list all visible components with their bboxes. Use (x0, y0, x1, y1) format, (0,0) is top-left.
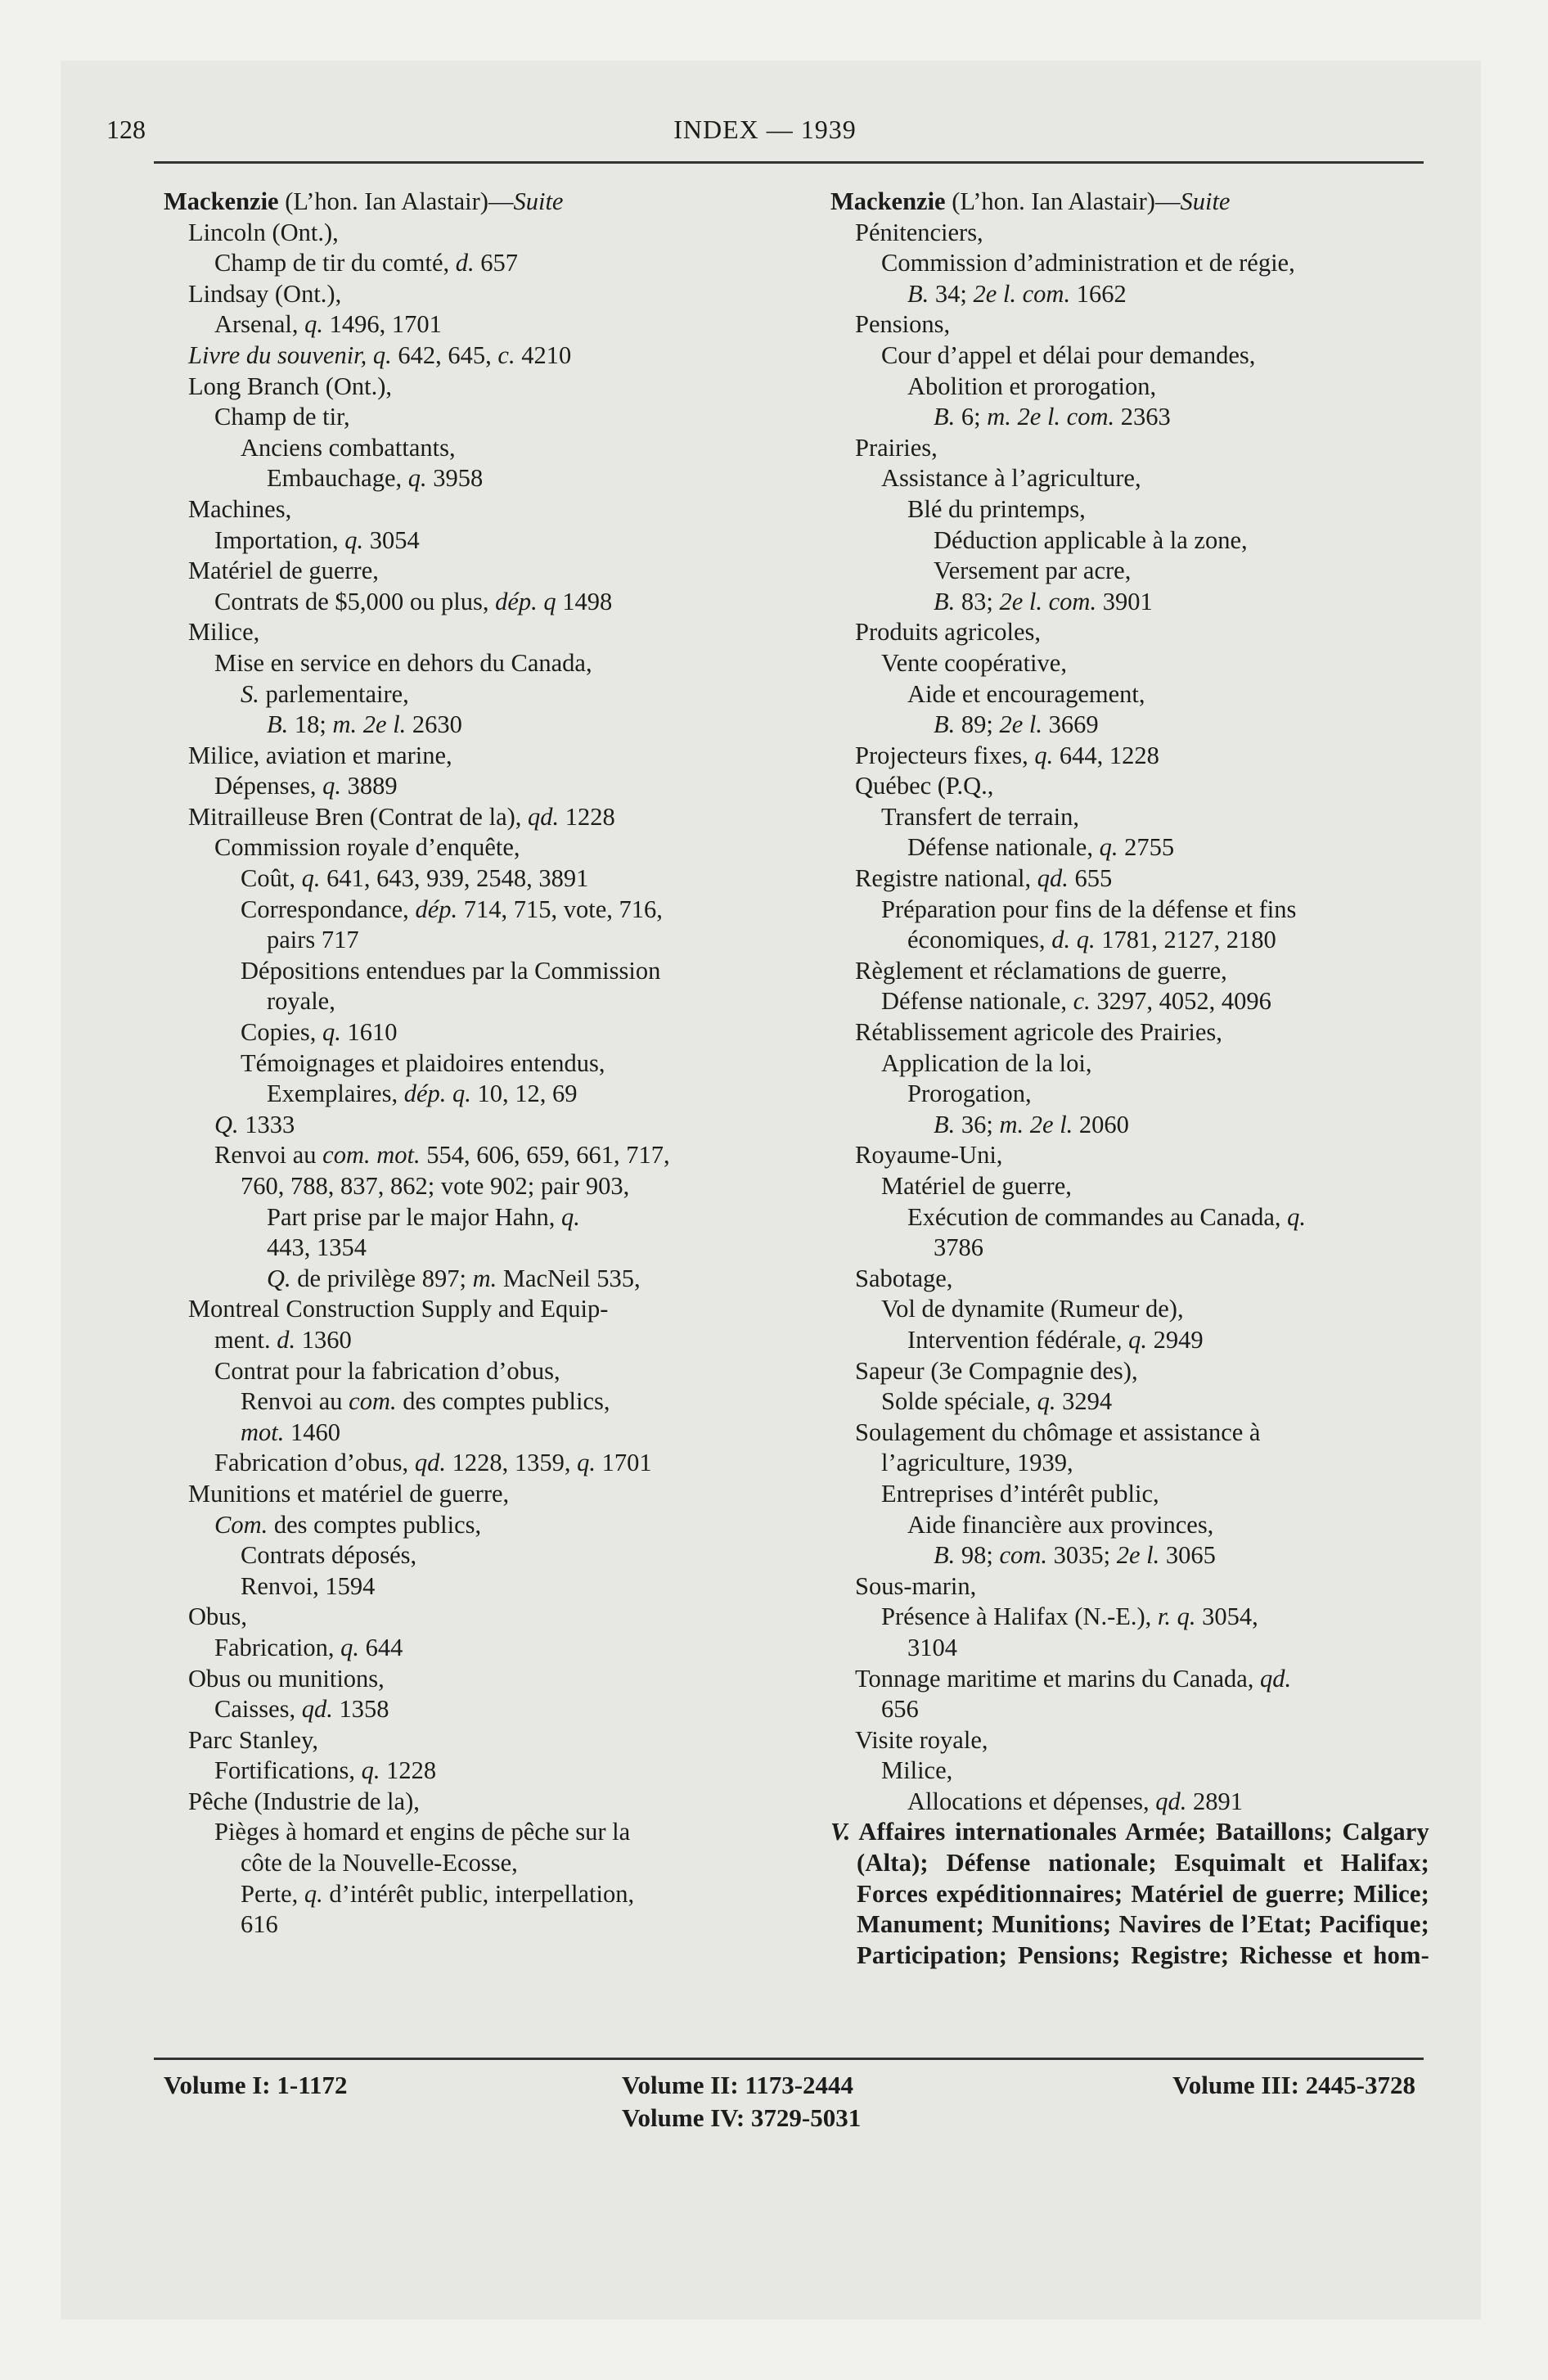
volume-footer (164, 2071, 1424, 2169)
index-entry: Montreal Construction Supply and Equip- (188, 1295, 609, 1323)
index-entry: Allocations et dépenses, qd. 2891 (907, 1787, 1243, 1815)
index-entry: Application de la loi, (881, 1048, 1092, 1077)
index-entry: économiques, d. q. 1781, 2127, 2180 (907, 926, 1276, 954)
index-entry: Présence à Halifax (N.-E.), r. q. 3054, (881, 1602, 1258, 1631)
index-entry: Rétablissement agricole des Prairies, (855, 1018, 1222, 1047)
index-entry: Défense nationale, c. 3297, 4052, 4096 (881, 987, 1271, 1016)
index-entry: Exécution de commandes au Canada, q. (907, 1202, 1306, 1231)
index-entry: Pêche (Industrie de la), (188, 1787, 420, 1815)
index-entry: Blé du printemps, (907, 494, 1086, 523)
index-entry: S. parlementaire, (241, 679, 409, 708)
index-entry: Registre national, qd. 655 (855, 864, 1113, 893)
index-entry: Assistance à l’agriculture, (881, 464, 1141, 493)
index-entry: Solde spéciale, q. 3294 (881, 1387, 1113, 1416)
index-entry: Prairies, (855, 433, 938, 462)
index-entry: Projecteurs fixes, q. 644, 1228 (855, 741, 1159, 769)
index-entry: Anciens combattants, (241, 433, 456, 462)
index-entry: Champ de tir du comté, d. 657 (214, 249, 519, 277)
index-entry: Correspondance, dép. 714, 715, vote, 716, (241, 895, 663, 923)
volume-range-2: Volume II: 1173-2444 (622, 2071, 854, 2099)
index-entry: Obus, (188, 1602, 248, 1631)
index-entry: Entreprises d’intérêt public, (881, 1479, 1159, 1508)
index-entry: 3786 (934, 1233, 983, 1262)
index-entry: Machines, (188, 494, 292, 523)
index-entry: Milice, aviation et marine, (188, 741, 452, 769)
index-entry: Pièges à homard et engins de pêche sur la (214, 1818, 631, 1846)
index-entry: Vol de dynamite (Rumeur de), (881, 1295, 1184, 1323)
index-entry: Exemplaires, dép. q. 10, 12, 69 (267, 1080, 578, 1108)
index-entry: Contrat pour la fabrication d’obus, (214, 1356, 560, 1385)
index-entry: pairs 717 (267, 926, 359, 954)
index-entry: Prorogation, (907, 1080, 1032, 1108)
index-entry: Abolition et prorogation, (907, 372, 1157, 400)
index-entry: Matériel de guerre, (881, 1172, 1072, 1200)
left-column (164, 187, 767, 1941)
index-entry: Obus ou munitions, (188, 1664, 385, 1693)
volume-range-4: Volume IV: 3729-5031 (622, 2103, 862, 2132)
index-entry: Aide et encouragement, (907, 679, 1145, 708)
index-entry: B. 83; 2e l. com. 3901 (934, 587, 1153, 615)
index-entry: Commission d’administration et de régie, (881, 249, 1295, 277)
index-entry: Vente coopérative, (881, 648, 1067, 677)
index-entry: 616 (241, 1910, 278, 1939)
index-entry: royale, (267, 987, 335, 1016)
index-entry: Défense nationale, q. 2755 (907, 833, 1175, 862)
index-entry: Milice, (188, 618, 260, 647)
header-rule (154, 161, 1424, 164)
index-entry: Munitions et matériel de guerre, (188, 1479, 510, 1508)
index-entry: Renvoi au com. des comptes publics, (241, 1387, 610, 1416)
index-entry: l’agriculture, 1939, (881, 1449, 1073, 1477)
index-entry: Aide financière aux provinces, (907, 1510, 1214, 1539)
page-header (106, 106, 1424, 156)
see-also-paragraph: V. Affaires internationales Armée; Bataillons; Calgary (Alta); Défense nationale; Esquimalt et Halifax; Forces expéditionnaires; Matériel de guerre; Milice; Manument; Munitions; Navires de l’Etat; Pacifique; Participation; Pensions; Registre; Richesse et hom- (830, 1818, 1429, 1969)
page-number: 128 (106, 115, 146, 144)
index-entry: B. 34; 2e l. com. 1662 (907, 279, 1127, 308)
index-entry: Renvoi au com. mot. 554, 606, 659, 661, 717, (214, 1141, 670, 1170)
index-entry: Transfert de terrain, (881, 802, 1079, 831)
index-entry: Intervention fédérale, q. 2949 (907, 1325, 1204, 1354)
index-heading: Mackenzie (L’hon. Ian Alastair)—Suite (164, 187, 564, 215)
index-entry: côte de la Nouvelle-Ecosse, (241, 1849, 518, 1877)
index-entry: Mise en service en dehors du Canada, (214, 648, 592, 677)
index-entry: Q. de privilège 897; m. MacNeil 535, (267, 1264, 641, 1292)
index-entry: Copies, q. 1610 (241, 1018, 398, 1047)
running-title: INDEX — 1939 (673, 115, 857, 144)
index-entry: Q. 1333 (214, 1110, 295, 1138)
right-column (830, 187, 1429, 1971)
index-entry: Cour d’appel et délai pour demandes, (881, 340, 1256, 369)
index-entry: Contrats déposés, (241, 1541, 417, 1570)
index-entry: Royaume-Uni, (855, 1141, 1003, 1170)
index-entry: Produits agricoles, (855, 618, 1042, 647)
index-entry: B. 18; m. 2e l. 2630 (267, 710, 462, 739)
index-entry: Mitrailleuse Bren (Contrat de la), qd. 1228 (188, 802, 615, 831)
index-entry: Pensions, (855, 310, 951, 339)
index-entry: Renvoi, 1594 (241, 1571, 376, 1600)
index-entry: Versement par acre, (934, 557, 1132, 585)
index-entry: Milice, (881, 1756, 953, 1785)
index-entry: Sabotage, (855, 1264, 953, 1292)
index-entry: Perte, q. d’intérêt public, interpellation, (241, 1879, 635, 1908)
index-entry: Visite royale, (855, 1725, 988, 1754)
index-entry: Lincoln (Ont.), (188, 218, 339, 246)
index-entry: Tonnage maritime et marins du Canada, qd. (855, 1664, 1292, 1693)
index-entry: Long Branch (Ont.), (188, 372, 393, 400)
footer-rule (154, 2058, 1424, 2060)
index-entry: 656 (881, 1695, 919, 1724)
index-entry: B. 98; com. 3035; 2e l. 3065 (934, 1541, 1216, 1570)
index-entry: Déduction applicable à la zone, (934, 525, 1248, 554)
index-entry: Champ de tir, (214, 403, 350, 431)
index-entry: Québec (P.Q., (855, 772, 994, 800)
index-entry: Sapeur (3e Compagnie des), (855, 1356, 1138, 1385)
index-entry: 3104 (907, 1633, 957, 1661)
index-entry: Caisses, qd. 1358 (214, 1695, 389, 1724)
index-entry: Com. des comptes publics, (214, 1510, 482, 1539)
volume-range-3: Volume III: 2445-3728 (1172, 2071, 1415, 2099)
index-heading: Mackenzie (L’hon. Ian Alastair)—Suite (830, 187, 1231, 215)
index-entry: Soulagement du chômage et assistance à (855, 1418, 1261, 1446)
index-entry: Importation, q. 3054 (214, 525, 420, 554)
index-entry: Témoignages et plaidoires entendus, (241, 1048, 605, 1077)
index-entry: Contrats de $5,000 ou plus, dép. q 1498 (214, 587, 613, 615)
index-entry: Embauchage, q. 3958 (267, 464, 484, 493)
index-entry: B. 6; m. 2e l. com. 2363 (934, 403, 1171, 431)
index-entry: Dépenses, q. 3889 (214, 772, 398, 800)
index-entry: Matériel de guerre, (188, 557, 379, 585)
index-entry: 443, 1354 (267, 1233, 367, 1262)
index-entry: Dépositions entendues par la Commission (241, 956, 661, 985)
volume-range-1: Volume I: 1-1172 (164, 2071, 348, 2099)
index-entry: B. 36; m. 2e l. 2060 (934, 1110, 1129, 1138)
index-entry: Coût, q. 641, 643, 939, 2548, 3891 (241, 864, 589, 893)
index-entry: ment. d. 1360 (214, 1325, 352, 1354)
index-entry: Part prise par le major Hahn, q. (267, 1202, 580, 1231)
index-entry: Livre du souvenir, q. 642, 645, c. 4210 (188, 340, 572, 369)
index-entry: Préparation pour fins de la défense et fins (881, 895, 1297, 923)
index-entry: Lindsay (Ont.), (188, 279, 342, 308)
index-entry: Commission royale d’enquête, (214, 833, 520, 862)
index-entry: Pénitenciers, (855, 218, 983, 246)
index-entry: Fabrication, q. 644 (214, 1633, 403, 1661)
index-entry: mot. 1460 (241, 1418, 340, 1446)
index-entry: 760, 788, 837, 862; vote 902; pair 903, (241, 1172, 630, 1200)
index-entry: B. 89; 2e l. 3669 (934, 710, 1099, 739)
index-entry: Fabrication d’obus, qd. 1228, 1359, q. 1701 (214, 1449, 652, 1477)
index-entry: Sous-marin, (855, 1571, 977, 1600)
index-entry: Fortifications, q. 1228 (214, 1756, 437, 1785)
index-entry: Parc Stanley, (188, 1725, 318, 1754)
index-entry: Règlement et réclamations de guerre, (855, 956, 1227, 985)
index-entry: Arsenal, q. 1496, 1701 (214, 310, 442, 339)
